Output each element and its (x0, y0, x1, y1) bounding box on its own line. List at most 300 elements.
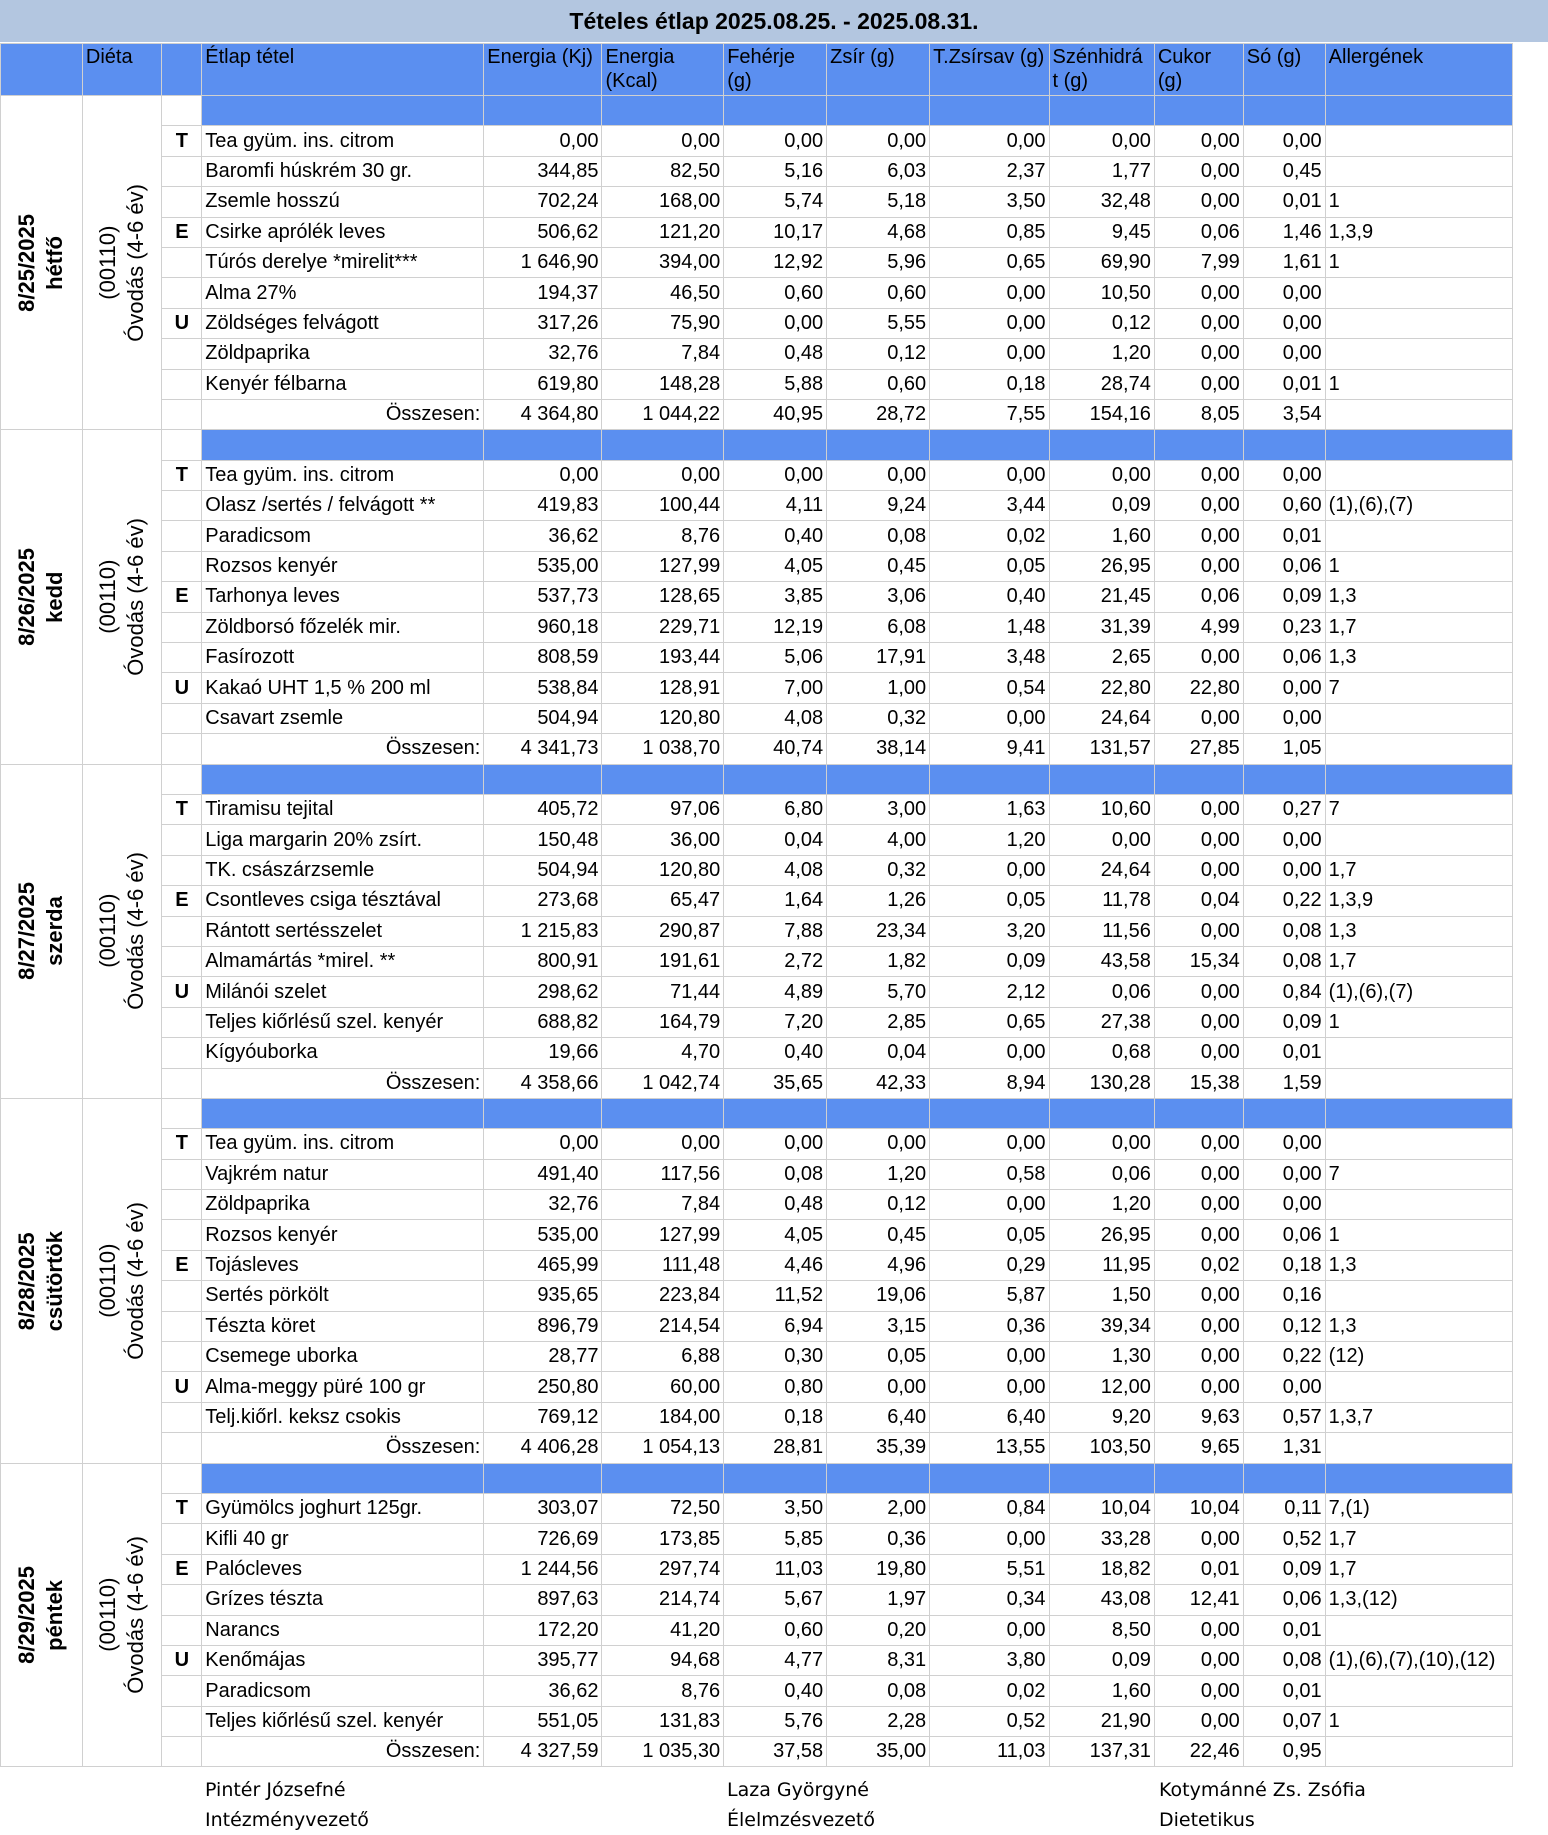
value-cell: 0,12 (827, 339, 930, 369)
value-cell: 0,60 (827, 369, 930, 399)
total-value: 131,57 (1049, 734, 1154, 764)
value-cell: 0,00 (1049, 460, 1154, 490)
allergen-cell: 1,3 (1325, 643, 1512, 673)
day-separator-row (1, 1463, 1513, 1493)
total-label: Összesen: (202, 734, 484, 764)
allergen-cell (1325, 1676, 1512, 1706)
total-value: 42,33 (827, 1068, 930, 1098)
value-cell: 344,85 (484, 156, 602, 186)
value-cell: 2,65 (1049, 643, 1154, 673)
table-row (1, 1159, 1513, 1189)
table-row (1, 187, 1513, 217)
value-cell: 0,09 (1243, 1554, 1325, 1584)
separator-blank (162, 430, 202, 460)
header-column: Energia (Kj) (484, 44, 602, 96)
table-row (1, 1190, 1513, 1220)
value-cell: 3,50 (724, 1493, 827, 1523)
value-cell: 28,77 (484, 1342, 602, 1372)
value-cell: 194,37 (484, 278, 602, 308)
day-name: péntek (42, 1579, 68, 1651)
value-cell: 960,18 (484, 612, 602, 642)
value-cell: 117,56 (602, 1159, 724, 1189)
menu-item: Gyümölcs joghurt 125gr. (202, 1493, 484, 1523)
value-cell: 0,00 (1154, 1311, 1243, 1341)
value-cell: 128,65 (602, 582, 724, 612)
day-name: kedd (42, 571, 68, 623)
value-cell: 0,08 (827, 1676, 930, 1706)
value-cell: 3,06 (827, 582, 930, 612)
value-cell: 0,00 (1154, 977, 1243, 1007)
value-cell: 9,24 (827, 491, 930, 521)
header-column: Allergének (1325, 44, 1512, 96)
separator-cell (1243, 1463, 1325, 1493)
separator-cell (1154, 96, 1243, 126)
meal-code (162, 1159, 202, 1189)
value-cell: 0,00 (930, 1615, 1049, 1645)
separator-cell (1325, 430, 1512, 460)
total-row (1, 1068, 1513, 1098)
value-cell: 120,80 (602, 703, 724, 733)
diet-name: Óvodás (4-6 év) (123, 183, 149, 342)
allergen-cell (1325, 339, 1512, 369)
signature-1 (205, 1775, 369, 1835)
table-row (1, 369, 1513, 399)
allergen-cell: 1 (1325, 1220, 1512, 1250)
value-cell: 0,12 (1243, 1311, 1325, 1341)
value-cell: 2,28 (827, 1706, 930, 1736)
table-row (1, 1402, 1513, 1432)
value-cell: 22,80 (1154, 673, 1243, 703)
value-cell: 7,99 (1154, 247, 1243, 277)
separator-cell (827, 1463, 930, 1493)
value-cell: 17,91 (827, 643, 930, 673)
value-cell: 22,80 (1049, 673, 1154, 703)
value-cell: 8,50 (1049, 1615, 1154, 1645)
meal-code: E (162, 1250, 202, 1280)
value-cell: 214,54 (602, 1311, 724, 1341)
meal-code (162, 491, 202, 521)
value-cell: 5,88 (724, 369, 827, 399)
value-cell: 1,20 (930, 825, 1049, 855)
diet-cell (82, 430, 162, 764)
value-cell: 0,00 (1154, 1129, 1243, 1159)
total-value: 1 042,74 (602, 1068, 724, 1098)
menu-item: Liga margarin 20% zsírt. (202, 825, 484, 855)
allergen-cell: 7,(1) (1325, 1493, 1512, 1523)
value-cell: 0,05 (930, 886, 1049, 916)
day-label (13, 882, 69, 980)
value-cell: 0,00 (1154, 1038, 1243, 1068)
day-date: 8/26/2025 (14, 548, 40, 646)
meal-code (162, 1007, 202, 1037)
value-cell: 18,82 (1049, 1554, 1154, 1584)
total-value: 7,55 (930, 399, 1049, 429)
value-cell: 297,74 (602, 1554, 724, 1584)
separator-cell (930, 96, 1049, 126)
total-value: 1 038,70 (602, 734, 724, 764)
value-cell: 9,63 (1154, 1402, 1243, 1432)
value-cell: 0,00 (1154, 460, 1243, 490)
value-cell: 0,40 (724, 1676, 827, 1706)
value-cell: 8,76 (602, 1676, 724, 1706)
meal-code (162, 1524, 202, 1554)
total-value: 1,59 (1243, 1068, 1325, 1098)
meal-code (162, 339, 202, 369)
separator-blank (162, 96, 202, 126)
value-cell: 0,02 (1154, 1250, 1243, 1280)
table-row (1, 886, 1513, 916)
separator-cell (484, 1463, 602, 1493)
table-row (1, 278, 1513, 308)
value-cell: 0,00 (1154, 1190, 1243, 1220)
value-cell: 5,67 (724, 1585, 827, 1615)
separator-cell (930, 1098, 1049, 1128)
separator-cell (1154, 430, 1243, 460)
value-cell: 11,03 (724, 1554, 827, 1584)
value-cell: 36,62 (484, 521, 602, 551)
table-row (1, 339, 1513, 369)
value-cell: 2,12 (930, 977, 1049, 1007)
value-cell: 0,32 (827, 703, 930, 733)
value-cell: 121,20 (602, 217, 724, 247)
value-cell: 0,52 (1243, 1524, 1325, 1554)
allergen-cell: (1),(6),(7) (1325, 977, 1512, 1007)
value-cell: 0,06 (1243, 1585, 1325, 1615)
value-cell: 535,00 (484, 1220, 602, 1250)
table-row (1, 1372, 1513, 1402)
value-cell: 5,74 (724, 187, 827, 217)
value-cell: 36,62 (484, 1676, 602, 1706)
day-separator-row (1, 1098, 1513, 1128)
value-cell: 7,84 (602, 1190, 724, 1220)
value-cell: 0,36 (930, 1311, 1049, 1341)
allergen-cell (1325, 278, 1512, 308)
value-cell: 7,00 (724, 673, 827, 703)
value-cell: 0,12 (1049, 308, 1154, 338)
header-cell-meal (162, 44, 202, 96)
value-cell: 0,00 (1243, 339, 1325, 369)
value-cell: 10,04 (1049, 1493, 1154, 1523)
value-cell: 1,26 (827, 886, 930, 916)
value-cell: 3,50 (930, 187, 1049, 217)
signature-3 (1159, 1775, 1366, 1835)
header-item: Étlap tétel (202, 44, 484, 96)
separator-cell (202, 764, 484, 794)
value-cell: 0,01 (1243, 187, 1325, 217)
menu-item: Paradicsom (202, 521, 484, 551)
total-value: 1 054,13 (602, 1433, 724, 1463)
total-value: 1,05 (1243, 734, 1325, 764)
value-cell: 0,60 (724, 278, 827, 308)
value-cell: 26,95 (1049, 551, 1154, 581)
table-row (1, 156, 1513, 186)
menu-item: Olasz /sertés / felvágott ** (202, 491, 484, 521)
table-row (1, 855, 1513, 885)
total-label: Összesen: (202, 399, 484, 429)
total-value: 35,00 (827, 1737, 930, 1767)
value-cell: 0,48 (724, 339, 827, 369)
value-cell: 298,62 (484, 977, 602, 1007)
value-cell: 0,23 (1243, 612, 1325, 642)
value-cell: 173,85 (602, 1524, 724, 1554)
value-cell: 1,77 (1049, 156, 1154, 186)
value-cell: 0,09 (1243, 582, 1325, 612)
value-cell: 0,18 (1243, 1250, 1325, 1280)
value-cell: 0,00 (1154, 1615, 1243, 1645)
value-cell: 0,06 (1154, 582, 1243, 612)
total-allergen-blank (1325, 734, 1512, 764)
value-cell: 8,31 (827, 1645, 930, 1675)
header-cell-blank (1, 44, 83, 96)
value-cell: 164,79 (602, 1007, 724, 1037)
diet-name: Óvodás (4-6 év) (123, 1536, 149, 1694)
value-cell: 0,22 (1243, 886, 1325, 916)
menu-item: Zöldséges felvágott (202, 308, 484, 338)
value-cell: 537,73 (484, 582, 602, 612)
value-cell: 0,00 (1154, 187, 1243, 217)
value-cell: 19,80 (827, 1554, 930, 1584)
separator-cell (1049, 764, 1154, 794)
value-cell: 5,70 (827, 977, 930, 1007)
value-cell: 7,88 (724, 916, 827, 946)
menu-item: Zöldpaprika (202, 339, 484, 369)
value-cell: 72,50 (602, 1493, 724, 1523)
total-allergen-blank (1325, 1068, 1512, 1098)
day-cell (1, 1463, 83, 1767)
table-row (1, 1645, 1513, 1675)
value-cell: 0,00 (1049, 825, 1154, 855)
value-cell: 111,48 (602, 1250, 724, 1280)
header-column: Zsír (g) (827, 44, 930, 96)
value-cell: 69,90 (1049, 247, 1154, 277)
value-cell: 0,40 (724, 1038, 827, 1068)
separator-cell (484, 430, 602, 460)
meal-code (162, 187, 202, 217)
total-value: 4 358,66 (484, 1068, 602, 1098)
total-value: 3,54 (1243, 399, 1325, 429)
value-cell: 394,00 (602, 247, 724, 277)
value-cell: 1,20 (1049, 1190, 1154, 1220)
value-cell: 0,02 (930, 1676, 1049, 1706)
value-cell: 0,00 (1154, 308, 1243, 338)
value-cell: 12,19 (724, 612, 827, 642)
table-row (1, 126, 1513, 156)
table-row (1, 551, 1513, 581)
menu-item: Teljes kiőrlésű szel. kenyér (202, 1007, 484, 1037)
value-cell: 0,00 (1154, 551, 1243, 581)
separator-cell (202, 1463, 484, 1493)
value-cell: 0,00 (1154, 643, 1243, 673)
table-row (1, 1250, 1513, 1280)
value-cell: 0,00 (724, 308, 827, 338)
value-cell: 551,05 (484, 1706, 602, 1736)
meal-code (162, 1311, 202, 1341)
value-cell: 0,00 (1154, 1281, 1243, 1311)
signature-name: Pintér Józsefné (205, 1779, 346, 1801)
value-cell: 419,83 (484, 491, 602, 521)
allergen-cell: 1,7 (1325, 946, 1512, 976)
header-column: Fehérje (g) (724, 44, 827, 96)
value-cell: 1,82 (827, 946, 930, 976)
value-cell: 0,00 (1154, 1524, 1243, 1554)
menu-item: Grízes tészta (202, 1585, 484, 1615)
value-cell: 0,00 (1154, 1372, 1243, 1402)
value-cell: 0,00 (1243, 703, 1325, 733)
table-row (1, 612, 1513, 642)
table-row (1, 1554, 1513, 1584)
total-row (1, 1737, 1513, 1767)
value-cell: 0,01 (1243, 1676, 1325, 1706)
total-blank (162, 734, 202, 764)
separator-cell (202, 1098, 484, 1128)
table-row (1, 308, 1513, 338)
value-cell: 5,18 (827, 187, 930, 217)
value-cell: 3,80 (930, 1645, 1049, 1675)
separator-cell (1243, 96, 1325, 126)
value-cell: 0,09 (1243, 1007, 1325, 1037)
value-cell: 0,00 (1154, 369, 1243, 399)
diet-label (94, 1202, 150, 1360)
value-cell: 0,00 (827, 1129, 930, 1159)
value-cell: 6,40 (930, 1402, 1049, 1432)
value-cell: 11,78 (1049, 886, 1154, 916)
value-cell: 0,00 (1049, 1129, 1154, 1159)
value-cell: 0,06 (1154, 217, 1243, 247)
total-value: 40,74 (724, 734, 827, 764)
menu-item: Telj.kiőrl. keksz csokis (202, 1402, 484, 1432)
day-separator-row (1, 764, 1513, 794)
allergen-cell: 1,3 (1325, 916, 1512, 946)
diet-cell (82, 96, 162, 430)
value-cell: 0,00 (930, 1524, 1049, 1554)
value-cell: 19,66 (484, 1038, 602, 1068)
value-cell: 1,64 (724, 886, 827, 916)
diet-cell (82, 764, 162, 1098)
meal-code: E (162, 886, 202, 916)
day-date: 8/29/2025 (14, 1566, 40, 1664)
separator-cell (1154, 1098, 1243, 1128)
allergen-cell: (12) (1325, 1342, 1512, 1372)
allergen-cell (1325, 1281, 1512, 1311)
value-cell: 65,47 (602, 886, 724, 916)
separator-cell (724, 1098, 827, 1128)
value-cell: 0,00 (602, 1129, 724, 1159)
value-cell: 0,00 (1243, 460, 1325, 490)
total-allergen-blank (1325, 399, 1512, 429)
allergen-cell: 1,7 (1325, 612, 1512, 642)
value-cell: 0,60 (827, 278, 930, 308)
value-cell: 0,00 (1243, 126, 1325, 156)
value-cell: 4,00 (827, 825, 930, 855)
meal-code (162, 703, 202, 733)
value-cell: 0,20 (827, 1615, 930, 1645)
value-cell: 27,38 (1049, 1007, 1154, 1037)
value-cell: 168,00 (602, 187, 724, 217)
value-cell: 290,87 (602, 916, 724, 946)
value-cell: 317,26 (484, 308, 602, 338)
signature-2 (727, 1775, 875, 1835)
value-cell: 897,63 (484, 1585, 602, 1615)
value-cell: 0,65 (930, 247, 1049, 277)
separator-cell (930, 430, 1049, 460)
value-cell: 1,50 (1049, 1281, 1154, 1311)
allergen-cell (1325, 1372, 1512, 1402)
allergen-cell: 1,7 (1325, 1524, 1512, 1554)
value-cell: 120,80 (602, 855, 724, 885)
total-value: 28,72 (827, 399, 930, 429)
separator-cell (827, 430, 930, 460)
separator-cell (724, 96, 827, 126)
value-cell: 32,48 (1049, 187, 1154, 217)
value-cell: 0,00 (1243, 1129, 1325, 1159)
table-row (1, 1615, 1513, 1645)
table-row (1, 1524, 1513, 1554)
separator-cell (202, 430, 484, 460)
header-column: Energia (Kcal) (602, 44, 724, 96)
value-cell: 491,40 (484, 1159, 602, 1189)
value-cell: 12,41 (1154, 1585, 1243, 1615)
diet-cell (82, 1463, 162, 1767)
separator-cell (930, 1463, 1049, 1493)
value-cell: 1,63 (930, 794, 1049, 824)
value-cell: 11,56 (1049, 916, 1154, 946)
value-cell: 0,00 (1154, 521, 1243, 551)
value-cell: 24,64 (1049, 703, 1154, 733)
value-cell: 395,77 (484, 1645, 602, 1675)
meal-code: U (162, 977, 202, 1007)
total-value: 37,58 (724, 1737, 827, 1767)
value-cell: 21,45 (1049, 582, 1154, 612)
value-cell: 0,00 (930, 1342, 1049, 1372)
separator-cell (1049, 96, 1154, 126)
value-cell: 0,36 (827, 1524, 930, 1554)
value-cell: 148,28 (602, 369, 724, 399)
value-cell: 273,68 (484, 886, 602, 916)
value-cell: 0,84 (1243, 977, 1325, 1007)
value-cell: 0,00 (1154, 1007, 1243, 1037)
meal-code (162, 1402, 202, 1432)
menu-item: Paradicsom (202, 1676, 484, 1706)
value-cell: 0,00 (1154, 156, 1243, 186)
value-cell: 1,61 (1243, 247, 1325, 277)
value-cell: 0,52 (930, 1706, 1049, 1736)
meal-code: T (162, 794, 202, 824)
value-cell: 0,08 (1243, 1645, 1325, 1675)
value-cell: 71,44 (602, 977, 724, 1007)
value-cell: 7,20 (724, 1007, 827, 1037)
table-row (1, 946, 1513, 976)
meal-code (162, 1706, 202, 1736)
value-cell: 0,06 (1243, 1220, 1325, 1250)
value-cell: 0,00 (484, 126, 602, 156)
header-diet: Diéta (82, 44, 162, 96)
value-cell: 0,00 (827, 460, 930, 490)
total-value: 0,95 (1243, 1737, 1325, 1767)
meal-code: E (162, 582, 202, 612)
separator-blank (162, 1463, 202, 1493)
value-cell: 191,61 (602, 946, 724, 976)
value-cell: 0,00 (602, 460, 724, 490)
table-row (1, 1129, 1513, 1159)
value-cell: 0,00 (724, 460, 827, 490)
total-value: 137,31 (1049, 1737, 1154, 1767)
value-cell: 19,06 (827, 1281, 930, 1311)
value-cell: 0,00 (827, 126, 930, 156)
value-cell: 1,60 (1049, 521, 1154, 551)
value-cell: 184,00 (602, 1402, 724, 1432)
allergen-cell (1325, 825, 1512, 855)
total-value: 8,05 (1154, 399, 1243, 429)
